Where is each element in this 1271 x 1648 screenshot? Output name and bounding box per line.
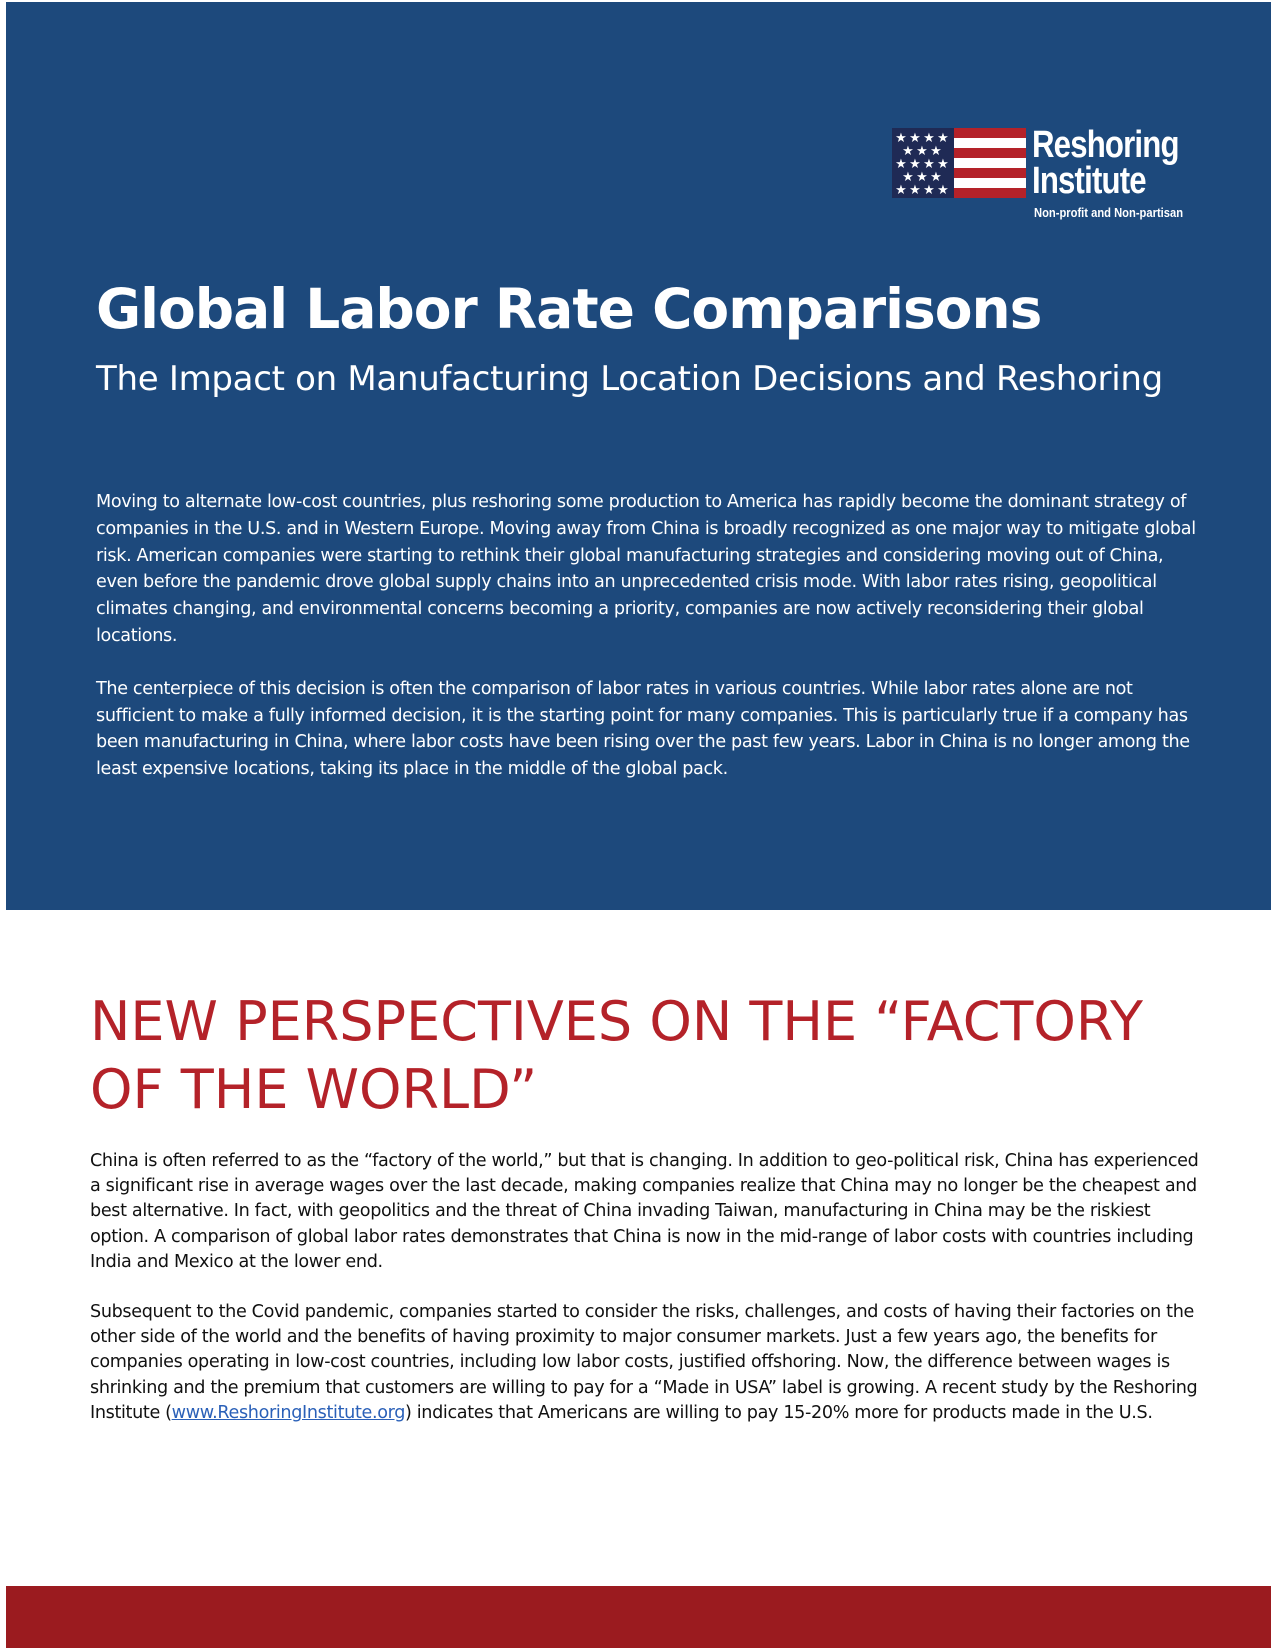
svg-text:★: ★ xyxy=(895,157,907,172)
body-paragraph xyxy=(90,1300,1200,1426)
hero-banner xyxy=(6,2,1271,910)
svg-text:★: ★ xyxy=(923,131,935,146)
svg-text:★: ★ xyxy=(937,183,949,198)
page-title: Global Labor Rate Comparisons xyxy=(96,277,1042,341)
svg-text:★: ★ xyxy=(930,170,942,185)
svg-text:★: ★ xyxy=(902,170,914,185)
svg-text:★: ★ xyxy=(895,131,907,146)
page-subtitle: The Impact on Manufacturing Location Decisions and Reshoring xyxy=(96,359,1163,399)
logo-name-line1: Reshoring xyxy=(1032,124,1179,166)
svg-text:★: ★ xyxy=(916,144,928,159)
logo-tagline: Non-profit and Non-partisan xyxy=(1034,205,1184,220)
section-body xyxy=(90,1149,1200,1451)
svg-text:★: ★ xyxy=(923,157,935,172)
us-flag-icon xyxy=(892,128,1026,198)
intro-text xyxy=(96,489,1196,809)
svg-text:★: ★ xyxy=(916,170,928,185)
reshoring-institute-link[interactable]: www.ReshoringInstitute.org xyxy=(171,1402,406,1423)
logo-name-line2: Institute xyxy=(1032,160,1146,202)
intro-paragraph: Moving to alternate low-cost countries, plus reshoring some production to America has rapidly become the dominant strategy of companies in the U.S. and in Western Europe. Moving away from China is broadly recognized as one major way to mitigate global risk. American companies were starting to rethink their global manufacturing strategies and considering moving out of China, even before the pandemic drove global supply chains into an unprecedented crisis mode. With labor rates rising, geopolitical climates changing, and environmental concerns becoming a priority, companies are now actively reconsidering their global locations. xyxy=(96,492,1196,646)
intro-paragraph: The centerpiece of this decision is often the comparison of labor rates in various countries. While labor rates alone are not sufficient to make a fully informed decision, it is the starting point for many companies. This is particularly true if a company has been manufacturing in China, where labor costs have been rising over the past few years. Labor in China is no longer among the least expensive locations, taking its place in the middle of the global pack. xyxy=(96,678,1190,780)
reshoring-institute-logo[interactable] xyxy=(886,124,1206,224)
svg-text:★: ★ xyxy=(902,144,914,159)
svg-text:★: ★ xyxy=(909,183,921,198)
svg-text:★: ★ xyxy=(930,144,942,159)
body-text: ) indicates that Americans are willing to pay 15-20% more for products made in the U.S. xyxy=(405,1402,1153,1423)
body-text: Subsequent to the Covid pandemic, companies started to consider the risks, challenges, and costs of having their factories on the other side of the world and the benefits of having proximity to major consumer markets. Just a few years ago, the benefits for companies operating in low-cost countries, including low labor costs, justified offshoring. Now, the difference between wages is shrinking and the premium that customers are willing to pay for a “Made in USA” label is growing. A recent study by the Reshoring Institute ( xyxy=(90,1302,1198,1423)
svg-text:★: ★ xyxy=(895,183,907,198)
body-paragraph: China is often referred to as the “factory of the world,” but that is changing. In addition to geo-political risk, China has experienced a significant rise in average wages over the last decade, making companies realize that China may no longer be the cheapest and best alternative. In fact, with geopolitics and the threat of China invading Taiwan, manufacturing in China may be the riskiest option. A comparison of global labor rates demonstrates that China is now in the mid-range of labor costs with countries including India and Mexico at the lower end. xyxy=(90,1151,1199,1272)
svg-text:★: ★ xyxy=(923,183,935,198)
svg-text:★: ★ xyxy=(937,131,949,146)
footer-bar xyxy=(6,1586,1271,1648)
svg-text:★: ★ xyxy=(909,131,921,146)
section-heading: NEW PERSPECTIVES ON THE “FACTORY OF THE WORLD” xyxy=(90,990,1143,1121)
svg-text:★: ★ xyxy=(937,157,949,172)
svg-text:★: ★ xyxy=(909,157,921,172)
